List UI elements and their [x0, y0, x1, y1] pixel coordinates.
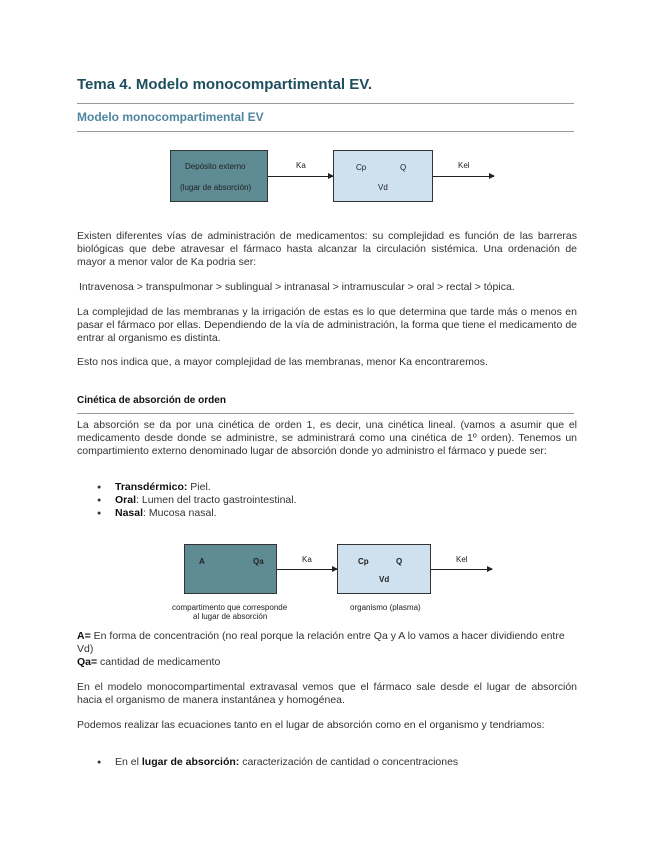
absorption-caption: compartimento que corresponde — [172, 603, 288, 612]
equation-list — [97, 756, 458, 769]
paragraph: Podemos realizar las ecuaciones tanto en el lugar de absorción como en el organismo y tendriamos: — [77, 719, 545, 731]
ka-arrow — [268, 176, 333, 177]
paragraph: La absorción se da por una cinética de orden 1, es decir, una cinética lineal. (vamos a asumir que el medicamento desde donde se administre, se administrará como una cinética de 1º orden). Tenemos un compartimiento externo denominado lugar de absorción donde yo administro el fármaco y puede ser: — [77, 419, 577, 457]
divider — [77, 103, 574, 104]
organism-box — [333, 150, 433, 202]
ka-label: Ka — [302, 555, 312, 564]
qa-label: Qa — [253, 557, 264, 566]
list-item: ● Nasal: Mucosa nasal. — [97, 507, 297, 520]
q-label: Q — [400, 163, 407, 172]
section-subtitle: Modelo monocompartimental EV — [77, 110, 264, 124]
list-item: ● Transdérmico: Piel. — [97, 481, 297, 494]
depot-sublabel: (lugar de absorción) — [180, 183, 252, 192]
ka-label: Ka — [296, 161, 306, 170]
kel-arrow — [433, 176, 494, 177]
cp-label: Cp — [358, 557, 369, 566]
paragraph: Intravenosa > transpulmonar > sublingual > intranasal > intramuscular > oral > rectal > tópica. — [79, 281, 515, 293]
plasma-caption: organismo (plasma) — [350, 603, 421, 612]
definition-qa: Qa= cantidad de medicamento — [77, 656, 221, 668]
plasma-box — [337, 544, 431, 594]
paragraph: En el modelo monocompartimental extravasal vemos que el fármaco sale desde el lugar de absorción hacia el organismo de manera instantánea y homogénea. — [77, 681, 577, 706]
cp-label: Cp — [356, 163, 367, 172]
absorption-compartment-box — [184, 544, 277, 594]
definition-a: A= En forma de concentración (no real porque la relación entre Qa y A lo vamos a hacer dividiendo entre Vd) — [77, 630, 565, 655]
page-title: Tema 4. Modelo monocompartimental EV. — [77, 76, 373, 93]
q-label: Q — [396, 557, 403, 566]
vd-label: Vd — [379, 575, 390, 584]
depot-label: Depósito externo — [185, 162, 246, 171]
absorption-caption-2: al lugar de absorción — [193, 612, 268, 621]
section-heading: Cinética de absorción de orden — [77, 395, 226, 406]
route-list — [97, 481, 297, 520]
divider — [77, 131, 574, 132]
list-item: ● Oral: Lumen del tracto gastrointestinal. — [97, 494, 297, 507]
paragraph: La complejidad de las membranas y la irrigación de estas es lo que determina que tarde más o menos en pasar el fármaco por ellas. Dependiendo de la vía de administración, la forma que tiene el medicamento de entrar al organismo es distinta. — [77, 306, 577, 344]
list-item: ● En el lugar de absorción: caracterización de cantidad o concentraciones — [97, 756, 458, 769]
external-depot-box — [170, 150, 268, 202]
ka-arrow — [277, 569, 337, 570]
kel-label: Kel — [458, 161, 470, 170]
paragraph: Existen diferentes vías de administración de medicamentos: su complejidad es función de las barreras biológicas que debe atravesar el fármaco hasta alcanzar la circulación sistémica. Una ordenación de mayor a menor valor de Ka podria ser: — [77, 230, 577, 268]
kel-label: Kel — [456, 555, 468, 564]
divider — [77, 413, 574, 414]
paragraph: Esto nos indica que, a mayor complejidad de las membranas, menor Ka encontraremos. — [77, 356, 488, 368]
vd-label: Vd — [378, 183, 388, 192]
a-label: A — [199, 557, 205, 566]
kel-arrow — [431, 569, 492, 570]
